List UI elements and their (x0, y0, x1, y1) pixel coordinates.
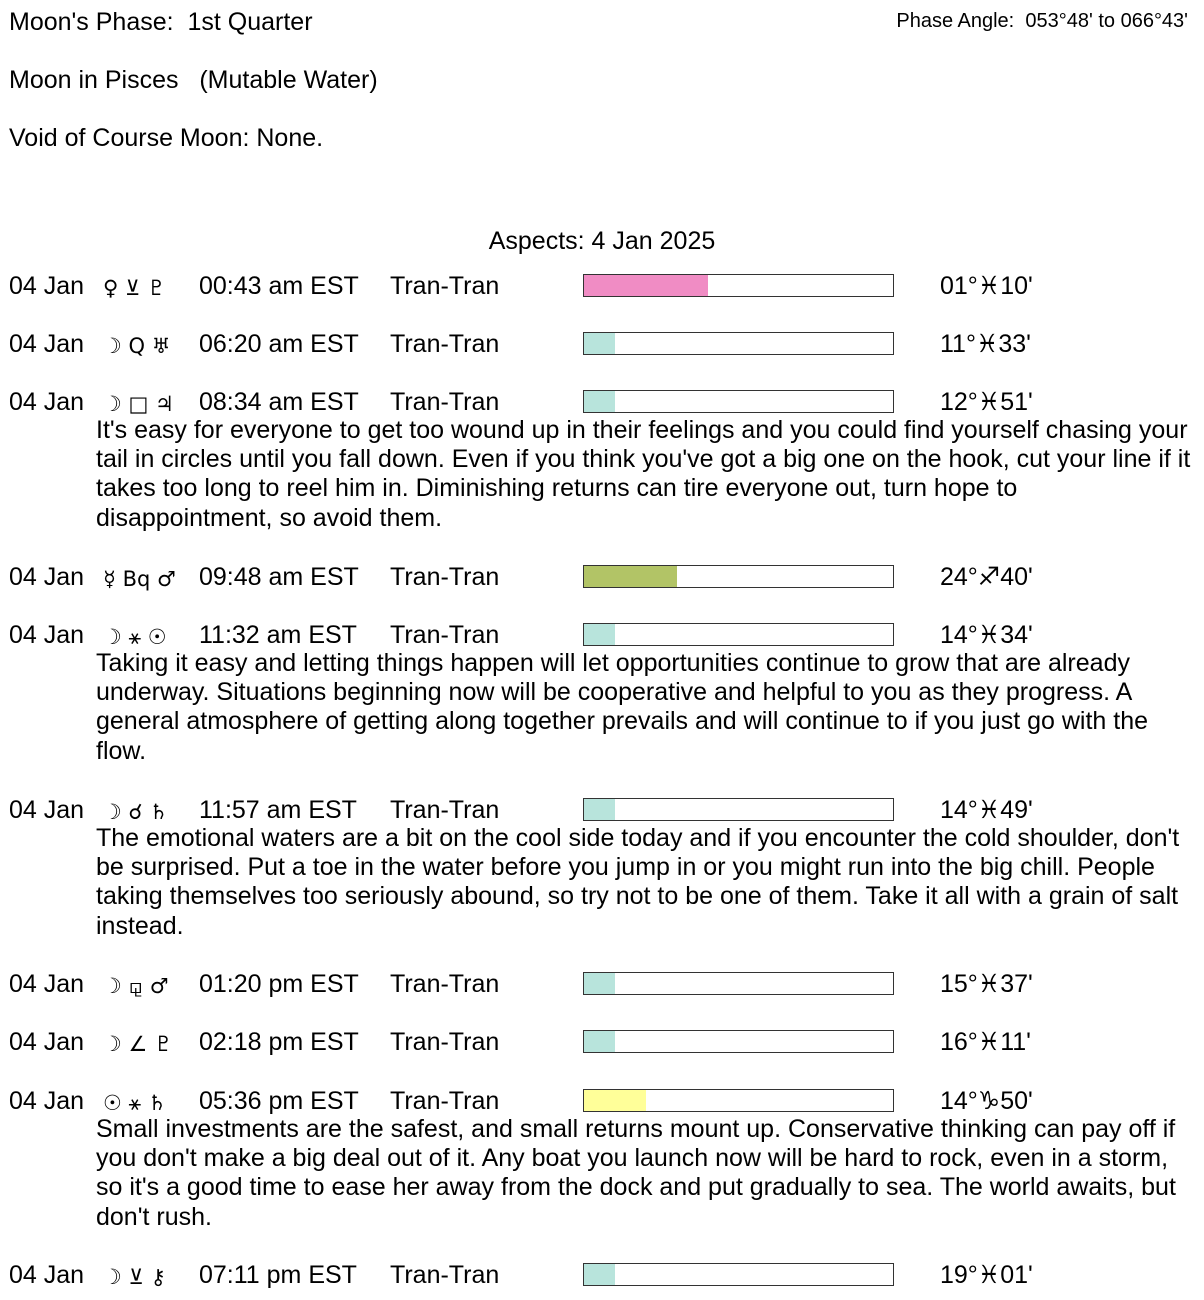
aspect-date: 04 Jan (9, 330, 85, 358)
aspect-glyphs: ☽ ☌ ♄ (103, 800, 169, 824)
aspect-glyphs: ☽ ⊻ ⚷ (103, 1265, 166, 1289)
aspect-glyphs: ☽ ⚹ ☉ (103, 625, 167, 649)
aspect-degree: 15°♓37' (940, 970, 1033, 998)
aspect-time: 07:11 pm EST (199, 1261, 357, 1289)
aspect-row (0, 967, 1204, 1001)
aspect-type: Tran-Tran (390, 330, 500, 358)
phase-angle: Phase Angle: 053°48' to 066°43' (896, 10, 1188, 32)
aspect-time: 06:20 am EST (199, 330, 359, 358)
aspect-glyphs: ☽ □ ♃ (103, 392, 174, 416)
aspect-date: 04 Jan (9, 1087, 85, 1115)
aspect-type: Tran-Tran (390, 1087, 500, 1115)
strength-bar (583, 1030, 894, 1053)
strength-bar-fill (584, 1264, 615, 1285)
aspect-time: 05:36 pm EST (199, 1087, 359, 1115)
strength-bar-fill (584, 799, 615, 820)
aspect-interpretation: It's easy for everyone to get too wound up in their feelings and you could find yourself chasing your tail in circles until you fall down. Even if you think you've got a big one on the hook, cut your line if it takes too long to reel him in. Diminishing returns can tire everyone out, turn hope to disappointment, so avoid them. (96, 416, 1191, 532)
aspect-row (0, 618, 1204, 652)
aspect-type: Tran-Tran (390, 1028, 500, 1056)
aspect-degree: 24°♐40' (940, 563, 1033, 591)
aspect-time: 08:34 am EST (199, 388, 359, 416)
aspect-glyphs: ☿ Bq ♂ (103, 567, 176, 591)
aspect-date: 04 Jan (9, 1261, 85, 1289)
aspect-row (0, 1258, 1204, 1292)
aspect-row (0, 385, 1204, 419)
aspect-type: Tran-Tran (390, 796, 500, 824)
aspect-glyphs: ☽ ∠ ♇ (103, 1032, 173, 1056)
aspect-date: 04 Jan (9, 563, 85, 591)
aspect-row (0, 1084, 1204, 1118)
aspect-degree: 19°♓01' (940, 1261, 1033, 1289)
void-of-course: Void of Course Moon: None. (9, 124, 324, 152)
strength-bar-fill (584, 973, 615, 994)
aspect-glyphs: ♀ ⊻ ♇ (103, 276, 166, 300)
aspect-type: Tran-Tran (390, 388, 500, 416)
strength-bar (583, 972, 894, 995)
aspect-type: Tran-Tran (390, 970, 500, 998)
aspect-interpretation: The emotional waters are a bit on the cool side today and if you encounter the cold shoulder, don't be surprised. Put a toe in the water before you jump in or you might run into the big chill. People taking themselves too seriously abound, so try not to be one of them. Take it all with a grain of salt instead. (96, 824, 1180, 940)
aspect-time: 09:48 am EST (199, 563, 359, 591)
aspect-degree: 12°♓51' (940, 388, 1033, 416)
aspect-degree: 11°♓33' (940, 330, 1031, 358)
strength-bar-fill (584, 624, 615, 645)
aspect-date: 04 Jan (9, 970, 85, 998)
aspect-row (0, 1025, 1204, 1059)
strength-bar-fill (584, 391, 615, 412)
strength-bar-fill (584, 333, 615, 354)
aspect-degree: 14°♓34' (940, 621, 1033, 649)
strength-bar-fill (584, 566, 677, 587)
aspect-degree: 14°♓49' (940, 796, 1033, 824)
aspect-time: 11:32 am EST (199, 621, 357, 649)
strength-bar (583, 390, 894, 413)
aspect-type: Tran-Tran (390, 1261, 500, 1289)
strength-bar (583, 1263, 894, 1286)
aspect-time: 11:57 am EST (199, 796, 357, 824)
aspect-date: 04 Jan (9, 796, 85, 824)
aspect-interpretation: Small investments are the safest, and small returns mount up. Conservative thinking can pay off if you don't make a big deal out of it. Any boat you launch now will be hard to rock, even in a storm, so it's a good time to ease her away from the dock and put gradually to sea. The world awaits, but don't rush. (96, 1115, 1176, 1231)
aspect-glyphs: ☉ ⚹ ♄ (103, 1091, 167, 1115)
aspect-row (0, 269, 1204, 303)
aspect-date: 04 Jan (9, 272, 85, 300)
strength-bar (583, 1089, 894, 1112)
strength-bar-fill (584, 1090, 646, 1111)
aspect-time: 00:43 am EST (199, 272, 359, 300)
strength-bar (583, 623, 894, 646)
aspect-degree: 14°♑50' (940, 1087, 1033, 1115)
strength-bar-fill (584, 275, 708, 296)
aspect-row (0, 560, 1204, 594)
aspect-time: 01:20 pm EST (199, 970, 359, 998)
strength-bar (583, 274, 894, 297)
aspect-glyphs: ☽ Q ♅ (103, 334, 171, 358)
aspect-row (0, 793, 1204, 827)
aspect-row (0, 327, 1204, 361)
aspect-degree: 16°♓11' (940, 1028, 1031, 1056)
aspect-interpretation: Taking it easy and letting things happen will let opportunities continue to grow that are already underway. Situations beginning now will be cooperative and helpful to you as they progress. A general atmosphere of getting along together prevails and will continue to if you just go with the flow. (96, 649, 1149, 765)
strength-bar (583, 798, 894, 821)
aspect-type: Tran-Tran (390, 621, 500, 649)
aspect-degree: 01°♓10' (940, 272, 1033, 300)
moon-phase: Moon's Phase: 1st Quarter (9, 8, 313, 36)
aspects-title: Aspects: 4 Jan 2025 (488, 227, 716, 255)
strength-bar (583, 332, 894, 355)
aspect-time: 02:18 pm EST (199, 1028, 359, 1056)
strength-bar-fill (584, 1031, 615, 1052)
aspect-type: Tran-Tran (390, 272, 500, 300)
moon-sign: Moon in Pisces (Mutable Water) (9, 66, 378, 94)
strength-bar (583, 565, 894, 588)
aspect-date: 04 Jan (9, 1028, 85, 1056)
aspect-type: Tran-Tran (390, 563, 500, 591)
aspect-glyphs: ☽ ⚼ ♂ (103, 974, 169, 998)
aspect-date: 04 Jan (9, 388, 85, 416)
aspect-date: 04 Jan (9, 621, 85, 649)
